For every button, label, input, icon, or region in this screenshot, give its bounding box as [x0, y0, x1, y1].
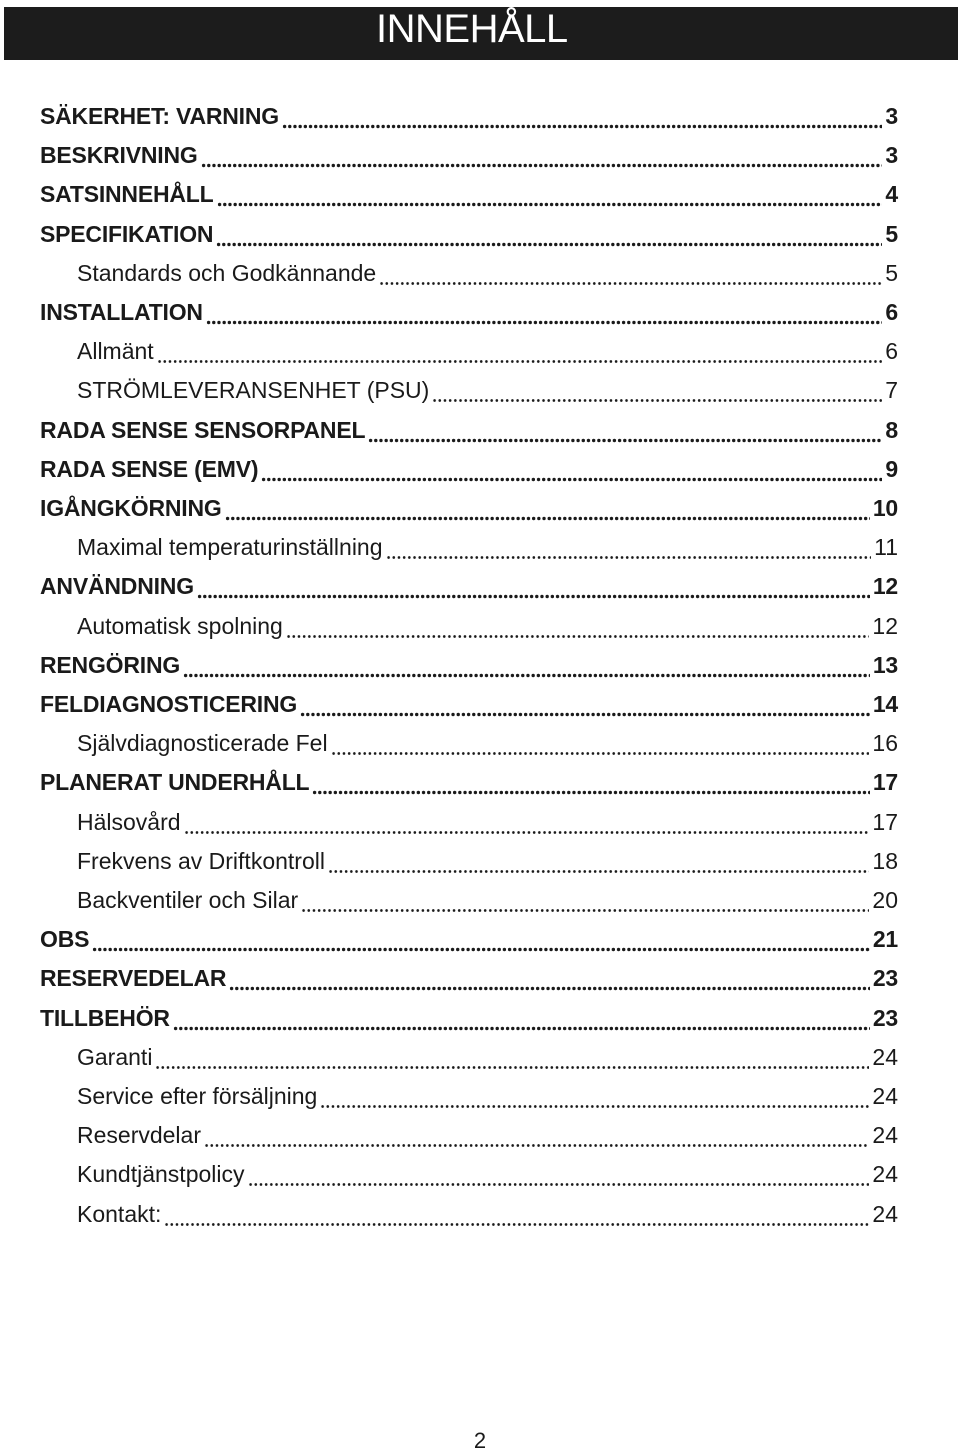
toc-entry-page: 13: [872, 651, 898, 678]
toc-dot-leader: [206, 309, 883, 325]
toc-entry[interactable]: [77, 332, 898, 371]
toc-entry[interactable]: [40, 999, 898, 1038]
toc-entry[interactable]: [77, 607, 898, 646]
toc-entry[interactable]: [77, 371, 898, 410]
toc-entry-title: RADA SENSE (EMV): [40, 455, 259, 482]
toc-dot-leader: [216, 231, 882, 247]
toc-entry-title: RENGÖRING: [40, 651, 181, 678]
toc-entry-page: 5: [885, 220, 898, 247]
toc-entry-title: RADA SENSE SENSORPANEL: [40, 416, 366, 443]
toc-dot-leader: [184, 819, 870, 835]
toc-entry-page: 24: [872, 1200, 898, 1227]
toc-entry-page: 3: [885, 103, 898, 129]
toc-entry-page: 7: [885, 377, 898, 404]
toc-entry[interactable]: [40, 215, 898, 254]
toc-entry-page: 12: [872, 573, 898, 600]
toc-dot-leader: [312, 779, 869, 795]
toc-entry[interactable]: [77, 842, 898, 881]
toc-dot-leader: [164, 1211, 869, 1227]
toc-dot-leader: [300, 701, 870, 717]
toc-dot-leader: [197, 583, 870, 599]
toc-entry-page: 17: [872, 808, 898, 835]
toc-entry[interactable]: [40, 450, 898, 489]
toc-entry-page: 24: [872, 1043, 898, 1070]
toc-entry[interactable]: [40, 489, 898, 528]
toc-entry[interactable]: [77, 1077, 898, 1116]
toc-entry[interactable]: [40, 763, 898, 802]
toc-entry-title: FELDIAGNOSTICERING: [40, 691, 298, 717]
toc-entry[interactable]: [77, 724, 898, 763]
toc-entry-title: SATSINNEHÅLL: [40, 181, 214, 208]
toc-entry-page: 6: [885, 338, 898, 365]
toc-entry[interactable]: [77, 1195, 898, 1234]
toc-entry[interactable]: [40, 567, 898, 606]
toc-entry[interactable]: [77, 1116, 898, 1155]
toc-dot-leader: [379, 270, 882, 286]
toc-entry-page: 6: [885, 299, 898, 325]
toc-entry-title: Service efter försäljning: [77, 1083, 318, 1109]
toc-entry-page: 16: [872, 730, 898, 757]
toc-entry-title: Allmänt: [77, 338, 154, 365]
toc-entry[interactable]: [40, 411, 898, 450]
toc-entry-title: STRÖMLEVERANSENHET (PSU): [77, 377, 430, 404]
toc-entry-page: 11: [874, 534, 898, 561]
toc-entry[interactable]: [77, 1155, 898, 1194]
toc-dot-leader: [201, 152, 883, 168]
toc-dot-leader: [331, 740, 870, 756]
toc-entry-title: ANVÄNDNING: [40, 573, 194, 600]
toc-dot-leader: [204, 1132, 869, 1148]
toc-entry-page: 10: [872, 495, 898, 521]
toc-entry-title: Maximal temperaturinställning: [77, 534, 383, 561]
toc-entry-title: Självdiagnosticerade Fel: [77, 730, 328, 757]
toc-dot-leader: [173, 1015, 870, 1031]
toc-entry-page: 14: [872, 691, 898, 717]
toc-dot-leader: [183, 662, 870, 678]
toc-dot-leader: [92, 936, 870, 952]
toc-entry[interactable]: [40, 959, 898, 998]
toc-entry[interactable]: [77, 881, 898, 920]
toc-dot-leader: [368, 427, 882, 443]
toc-entry[interactable]: [77, 1038, 898, 1077]
toc-entry-title: Garanti: [77, 1043, 153, 1070]
toc-entry-title: RESERVEDELAR: [40, 965, 227, 992]
toc-entry[interactable]: [40, 136, 898, 175]
toc-entry-title: SÄKERHET: VARNING: [40, 103, 279, 129]
toc-entry[interactable]: [40, 293, 898, 332]
toc-dot-leader: [155, 1054, 869, 1070]
toc-entry[interactable]: [40, 920, 898, 959]
toc-entry-title: Kundtjänstpolicy: [77, 1161, 245, 1188]
toc-entry[interactable]: [77, 528, 898, 567]
toc-dot-leader: [286, 623, 870, 639]
toc-dot-leader: [386, 544, 872, 560]
toc-entry[interactable]: [77, 803, 898, 842]
toc-entry-title: Automatisk spolning: [77, 612, 283, 639]
toc-entry-page: 17: [872, 769, 898, 796]
toc-entry-page: 9: [885, 455, 898, 482]
toc-entry-page: 24: [872, 1161, 898, 1188]
toc-entry-title: OBS: [40, 926, 90, 953]
toc-entry[interactable]: [40, 97, 898, 136]
page-title: INNEHÅLL: [376, 7, 568, 51]
toc-entry-title: TILLBEHÖR: [40, 1004, 170, 1031]
page-number: 2: [473, 1428, 487, 1453]
toc-entry-page: 12: [872, 612, 898, 639]
toc-dot-leader: [217, 191, 883, 207]
toc-entry-title: Standards och Godkännande: [77, 259, 377, 286]
toc-entry-page: 23: [872, 965, 898, 992]
toc-entry-title: INSTALLATION: [40, 299, 203, 325]
toc-entry-title: BESKRIVNING: [40, 142, 198, 169]
toc-entry-title: PLANERAT UNDERHÅLL: [40, 769, 310, 796]
toc-entry-page: 3: [885, 142, 898, 169]
toc-entry-title: IGÅNGKÖRNING: [40, 495, 222, 521]
toc-entry-page: 21: [872, 926, 898, 953]
toc-entry-page: 18: [872, 847, 898, 874]
toc-dot-leader: [320, 1093, 869, 1109]
toc-entry[interactable]: [40, 685, 898, 724]
toc-dot-leader: [432, 387, 882, 403]
toc-entry-page: 4: [885, 181, 898, 208]
toc-entry-page: 8: [885, 416, 898, 443]
toc-dot-leader: [282, 113, 882, 129]
toc-dot-leader: [261, 466, 882, 482]
toc-dot-leader: [301, 897, 869, 913]
toc-entry-title: SPECIFIKATION: [40, 220, 214, 247]
toc-entry-page: 23: [872, 1004, 898, 1031]
toc-entry-title: Kontakt:: [77, 1200, 162, 1227]
toc-entry[interactable]: [40, 175, 898, 214]
toc-entry-title: Hälsovård: [77, 808, 181, 835]
toc-entry-page: 24: [872, 1083, 898, 1109]
toc-entry-page: 5: [885, 259, 898, 286]
toc-dot-leader: [248, 1171, 870, 1187]
toc-entry-title: Frekvens av Driftkontroll: [77, 847, 325, 874]
toc-entry-title: Backventiler och Silar: [77, 887, 299, 913]
toc-dot-leader: [225, 505, 870, 521]
toc-dot-leader: [328, 858, 869, 874]
toc-entry-title: Reservdelar: [77, 1122, 201, 1149]
toc-entry[interactable]: [77, 254, 898, 293]
toc-dot-leader: [229, 975, 869, 991]
toc-entry-page: 20: [872, 887, 898, 913]
toc-entry[interactable]: [40, 646, 898, 685]
toc-dot-leader: [157, 348, 883, 364]
toc-entry-page: 24: [872, 1122, 898, 1149]
